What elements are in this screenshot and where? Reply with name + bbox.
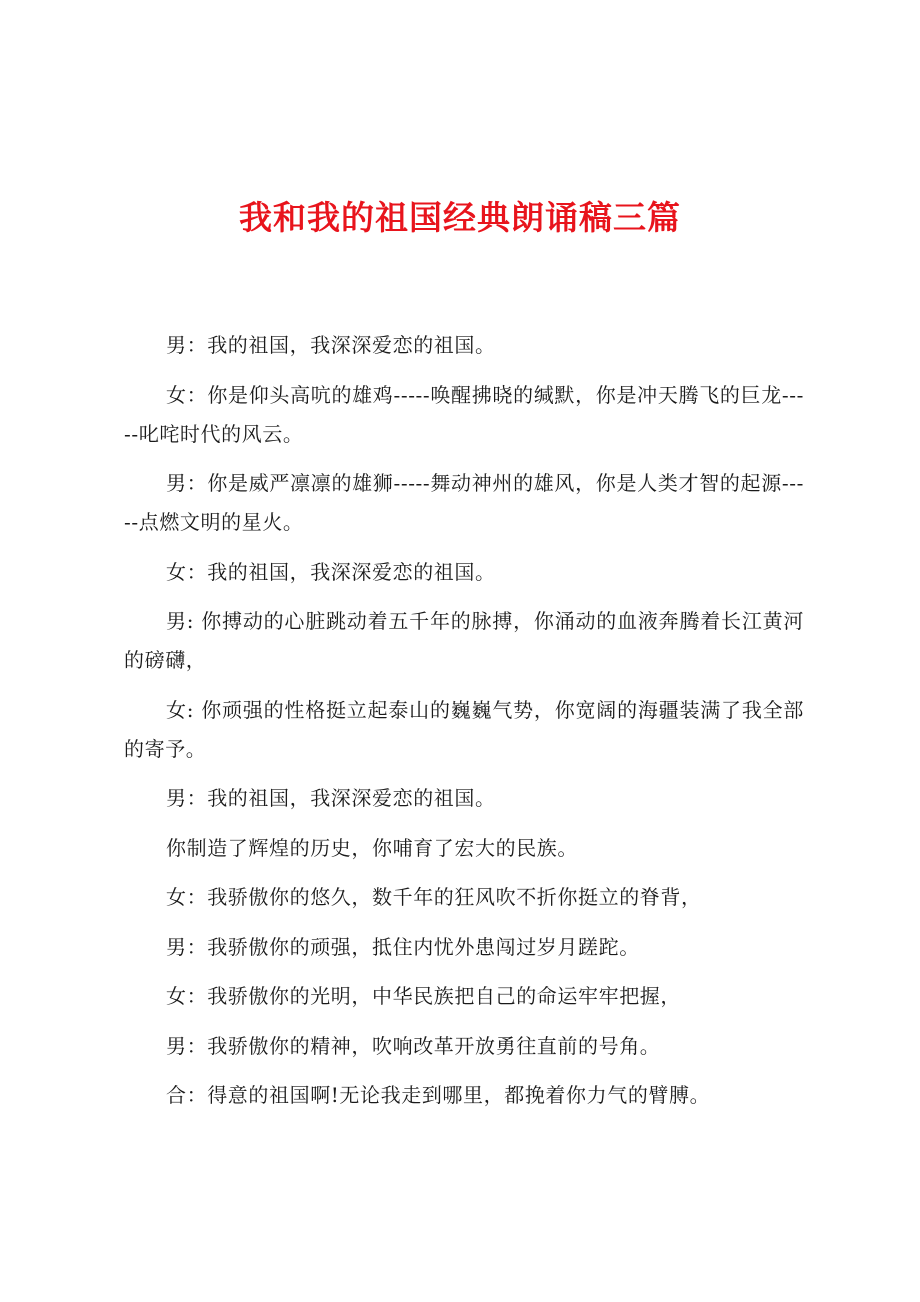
paragraph: 女：我骄傲你的光明，中华民族把自己的命运牢牢把握， (166, 984, 681, 1008)
paragraph: 你制造了辉煌的历史，你哺育了宏大的民族。 (166, 835, 578, 860)
paragraph: 合：得意的祖国啊!无论我走到哪里，都挽着你力气的臂膊。 (166, 1083, 711, 1107)
paragraph: 男: 你搏动的心脏跳动着五千年的脉搏，你涌动的血液奔腾着长江黄河的磅礴， (124, 609, 804, 672)
paragraph: 男：我骄傲你的精神，吹响改革开放勇往直前的号角。 (166, 1033, 661, 1058)
paragraph: 男：我的祖国，我深深爱恋的祖国。 (166, 786, 496, 810)
document-title: 我和我的祖国经典朗诵稿三篇 (239, 198, 681, 237)
paragraph: 男：我的祖国，我深深爱恋的祖国。 (166, 333, 496, 357)
paragraph: 女：我骄傲你的悠久，数千年的狂风吹不折你挺立的脊背， (166, 885, 702, 909)
paragraph: 女：我的祖国，我深深爱恋的祖国。 (166, 559, 496, 584)
document-body (124, 326, 804, 1126)
paragraph: 男：你是威严凛凛的雄狮-----舞动神州的雄风，你是人类才智的起源-----点燃文明的星火。 (124, 471, 804, 534)
paragraph: 男：我骄傲你的顽强，抵住内忧外患闯过岁月蹉跎。 (166, 934, 640, 959)
paragraph: 女: 你顽强的性格挺立起泰山的巍巍气势，你宽阔的海疆装满了我全部的寄予。 (124, 697, 804, 761)
paragraph: 女：你是仰头高吭的雄鸡-----唤醒拂晓的缄默，你是冲天腾飞的巨龙-----叱咤时代的风云。 (124, 382, 804, 446)
